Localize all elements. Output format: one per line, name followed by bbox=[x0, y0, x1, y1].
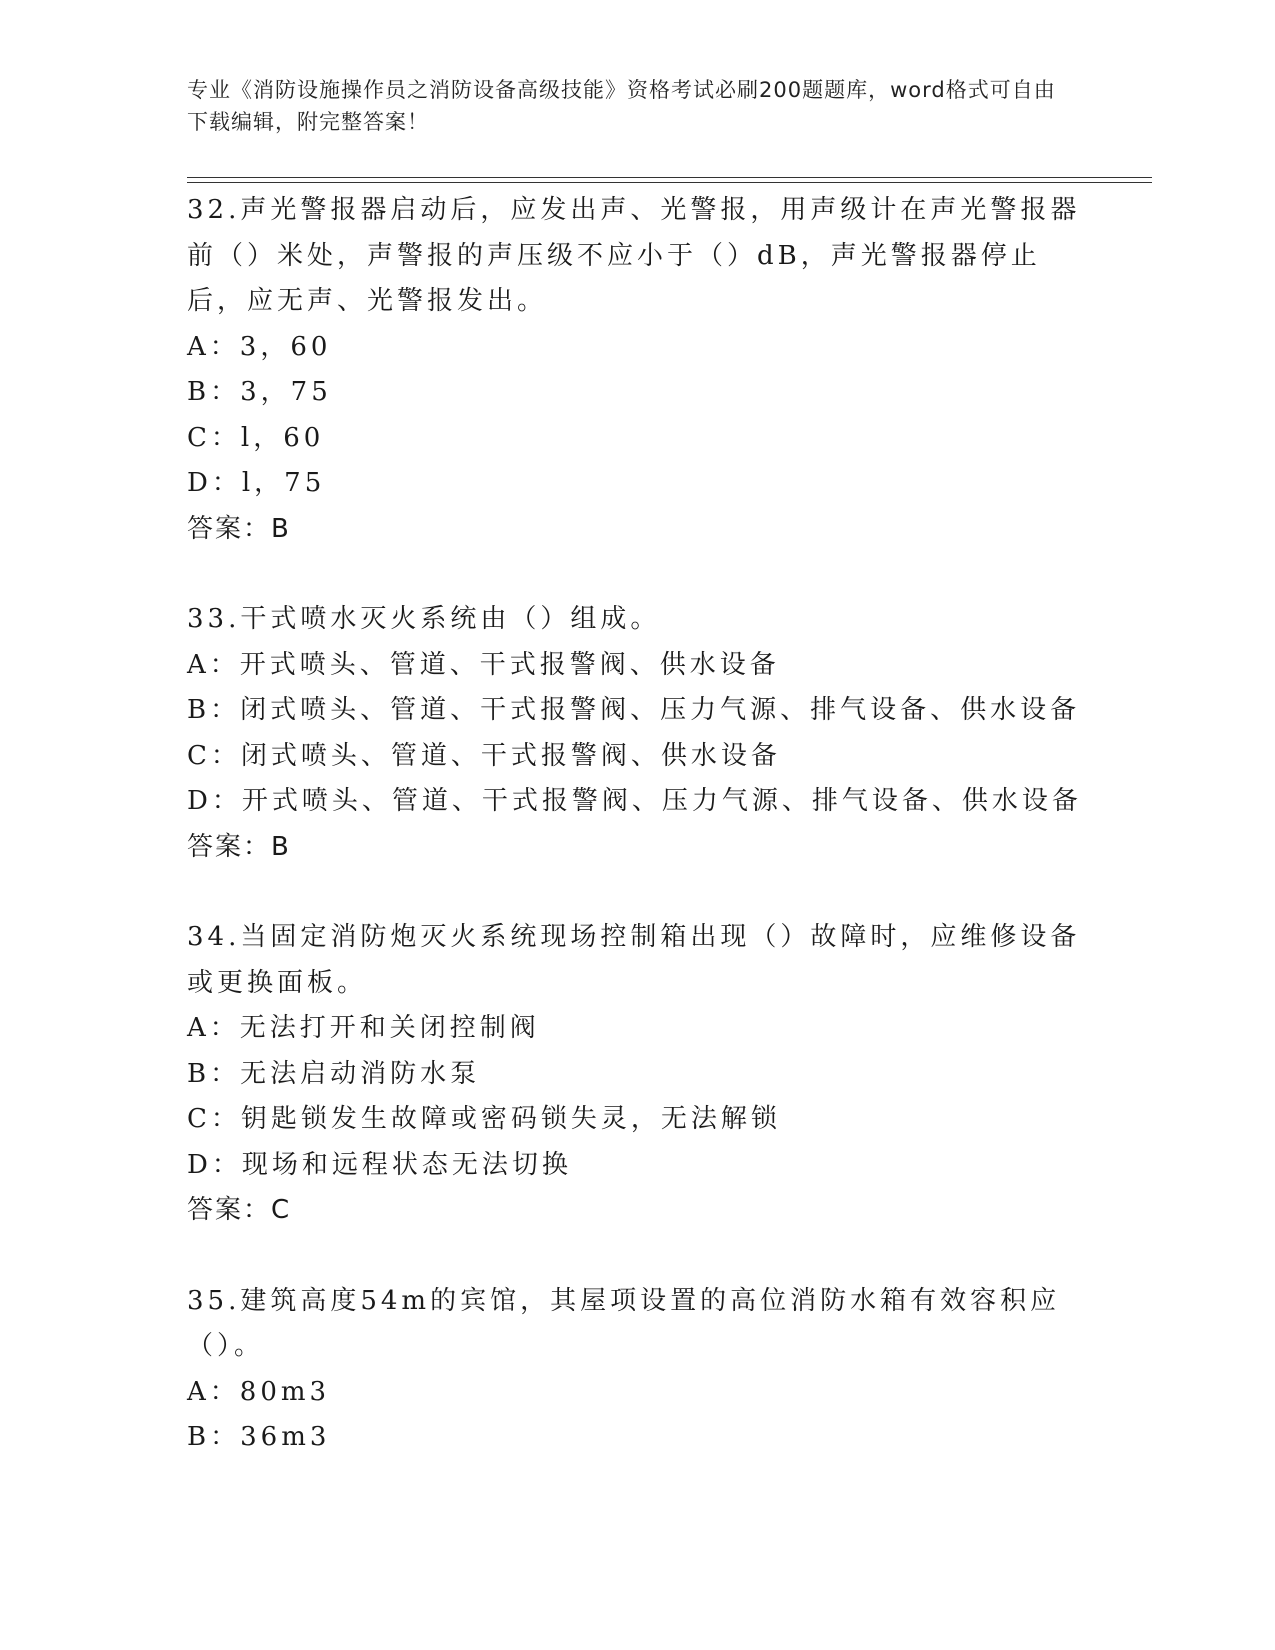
question-34 bbox=[187, 915, 1087, 1234]
option-b: B：无法启动消防水泵 bbox=[187, 1058, 481, 1089]
option-d: D：l，75 bbox=[187, 468, 326, 498]
question-33 bbox=[187, 597, 1087, 870]
option-d: D：现场和远程状态无法切换 bbox=[187, 1149, 572, 1180]
question-32 bbox=[187, 188, 1087, 552]
answer-line: 答案：C bbox=[187, 1195, 292, 1225]
header-divider-top bbox=[187, 177, 1152, 178]
option-b: B：3，75 bbox=[187, 377, 332, 407]
option-c: C：闭式喷头、管道、干式报警阀、供水设备 bbox=[187, 740, 781, 771]
question-stem: 35.建筑高度54m的宾馆，其屋项设置的高位消防水箱有效容积应（）。 bbox=[187, 1285, 1061, 1361]
question-stem: 34.当固定消防炮灭火系统现场控制箱出现（）故障时，应维修设备或更换面板。 bbox=[187, 922, 1081, 998]
option-a: A：3，60 bbox=[187, 331, 332, 362]
option-b: B：闭式喷头、管道、干式报警阀、压力气源、排气设备、供水设备 bbox=[187, 695, 1081, 725]
question-list bbox=[187, 188, 1087, 1506]
option-d: D：开式喷头、管道、干式报警阀、压力气源、排气设备、供水设备 bbox=[187, 786, 1082, 816]
option-b: B：36m3 bbox=[187, 1422, 331, 1452]
question-stem: 33.干式喷水灭火系统由（）组成。 bbox=[187, 604, 661, 634]
option-c: C：l，60 bbox=[187, 422, 325, 453]
option-a: A：开式喷头、管道、干式报警阀、供水设备 bbox=[187, 649, 780, 680]
question-35 bbox=[187, 1279, 1087, 1461]
option-a: A：无法打开和关闭控制阀 bbox=[187, 1013, 540, 1043]
document-header: 专业《消防设施操作员之消防设备高级技能》资格考试必刷200题题库，word格式可自由下载编辑，附完整答案！ bbox=[187, 78, 1056, 134]
option-a: A：80m3 bbox=[187, 1376, 331, 1407]
question-stem: 32.声光警报器启动后，应发出声、光警报，用声级计在声光警报器前（）米处，声警报的声压级不应小于（）dB，声光警报器停止后，应无声、光警报发出。 bbox=[187, 195, 1081, 316]
answer-line: 答案：B bbox=[187, 831, 291, 862]
option-c: C：钥匙锁发生故障或密码锁失灵，无法解锁 bbox=[187, 1104, 781, 1134]
header-divider-bottom bbox=[187, 182, 1152, 183]
answer-line: 答案：B bbox=[187, 513, 291, 544]
